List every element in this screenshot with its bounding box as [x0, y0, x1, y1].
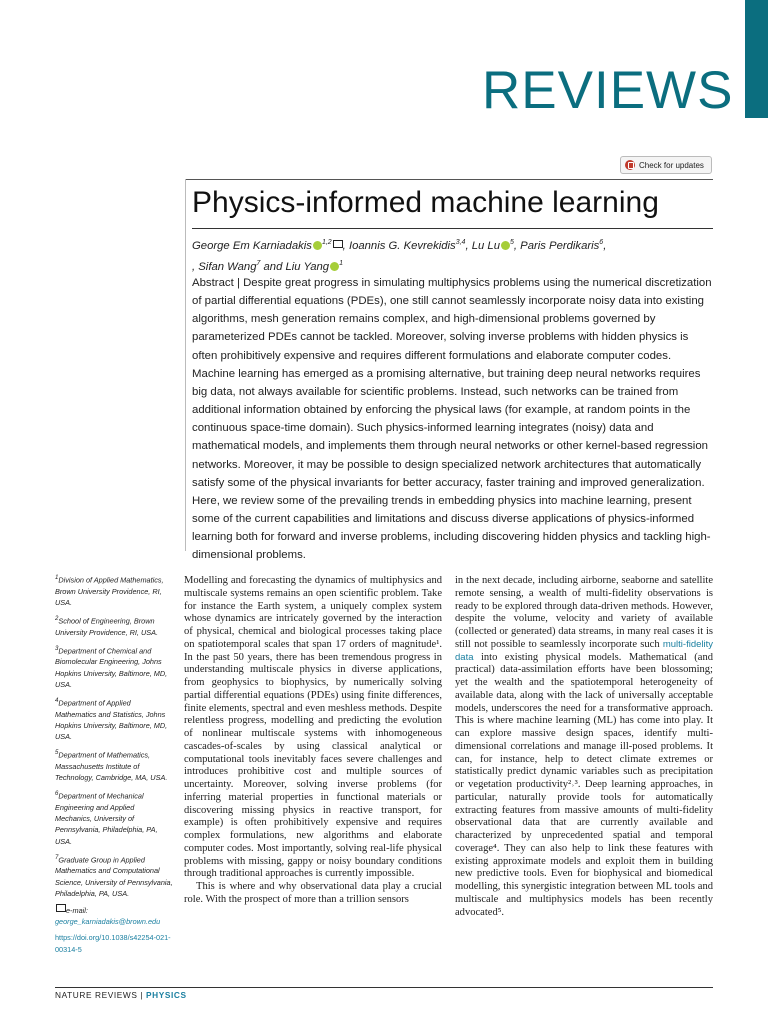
affiliation: $^4$Department of Applied Mathematics and Statistics, Johns Hopkins University, Baltimore, MD, USA. [55, 697, 168, 742]
section-color-bar [745, 0, 768, 118]
abstract: Abstract | Despite great progress in simulating multiphysics problems using the numerical discretization of partial differential equations (PDEs), one still cannot seamlessly incorporate noisy data into existing algorithms, mesh generation remains complex, and high-dimensional problems governed by parameterized PDEs cannot be tackled. Moreover, solving inverse problems with hidden physics is often prohibitively expensive and requires different formulations and elaborate computer codes. Machine learning has emerged as a promising alternative, but training deep neural networks requires big data, not always available for scientific problems. Instead, such networks can be trained from additional information obtained by enforcing the physical laws (for example, at random points in the continuous space-time domain). Such physics-informed learning integrates (noisy) data and mathematical models, and implements them through neural networks or other kernel-based regression networks. Moreover, it may be possible to design specialized network architectures that automatically satisfy some of the physical invariants for better accuracy, faster training and improved generalization. Here, we review some of the prevailing trends in embedding physics into machine learning, present some of the current capabilities and limitations and discuss diverse applications of physics-informed learning both for forward and inverse problems, including discovering hidden physics and tackling high-dimensional problems. [192, 277, 712, 562]
title-rule [192, 228, 713, 229]
body-paragraph: Modelling and forecasting the dynamics of multiphysics and multiscale systems remains an open scientific problem. Take for instance the Earth system, a uniquely complex system whose dynamics are intricately governed by the interaction of physical, chemical and biological processes taking place on spatiotemporal scales that span 17 orders of magnitude¹. In the past 50 years, there has been tremendous progress in understanding multiscale physics in diverse applications, from geophysics to biophysics, by numerically solving partial differential equations (PDEs) using finite differences, finite elements, spectral and even meshless methods. Despite relentless progress, modelling and predicting the evolution of nonlinear multiscale systems with inhomogeneous cascades-of-scales by using classical analytical or computational tools inevitably faces severe challenges and introduces prohibitive cost and multiple sources of uncertainty. Moreover, solving inverse problems (for inferring material properties in functional materials or discovering missing physics in reactive transport, for example) is often prohibitively expensive and requires complex formulations, new algorithms and elaborate computer codes. Most importantly, solving real-life physical problems with missing, gappy or noisy boundary conditions through traditional approaches is currently impossible. [184, 575, 442, 880]
footer-rule [55, 987, 713, 988]
author-affil: 1 [339, 259, 343, 267]
crossmark-icon [625, 160, 635, 170]
email-label: e-mail: [66, 906, 88, 916]
author-name[interactable]: George Em Karniadakis [192, 239, 312, 252]
author-affil: 3,4 [455, 239, 466, 246]
author-affil: 6 [599, 239, 604, 246]
affiliation: $^2$School of Engineering, Brown University Providence, RI, USA. [55, 615, 159, 637]
orcid-icon[interactable] [313, 241, 322, 250]
journal-name: NATURE REVIEWS | [55, 990, 147, 1000]
affiliation: $^3$Department of Chemical and Biomolecular Engineering, Johns Hopkins University, Baltimore, MD, USA. [55, 644, 168, 689]
author-affil: 7 [256, 259, 261, 267]
journal-section: PHYSICS [146, 990, 187, 1000]
affiliations [55, 572, 173, 960]
email-icon [56, 904, 66, 912]
orcid-icon[interactable] [501, 241, 510, 250]
author-name[interactable]: , Ioannis G. Kevrekidis [342, 239, 456, 252]
author-name[interactable]: and Liu Yang [260, 260, 330, 273]
email-link[interactable]: george_karniadakis@brown.edu [55, 917, 161, 927]
orcid-icon[interactable] [330, 262, 339, 271]
correspondence-email [55, 904, 173, 927]
body-column-2 [455, 575, 713, 919]
body-paragraph: This is where and why observational data play a crucial role. With the prospect of more than a trillion sensors [184, 881, 442, 905]
author-name[interactable]: , Paris Perdikaris [513, 239, 600, 252]
glossary-term-link[interactable]: multi-fidelity data [455, 638, 713, 663]
abstract-side-rule [185, 179, 186, 551]
author-affil: 5 [510, 239, 514, 246]
author-affil: 1,2 [321, 239, 332, 246]
author-name[interactable]: , Lu Lu [465, 239, 500, 252]
footer [55, 990, 187, 1000]
affiliation: $^7$Graduate Group in Applied Mathematics and Computational Science, University of Pennsylvania, Philadelphia, PA, USA. [55, 853, 173, 898]
author-name[interactable]: , Sifan Wang [192, 260, 257, 273]
check-for-updates-button[interactable] [620, 156, 712, 174]
email-icon[interactable] [333, 240, 343, 248]
doi-link[interactable]: https://doi.org/10.1038/s42254-021-00314-5 [55, 933, 171, 954]
check-for-updates-label: Check for updates [639, 160, 704, 170]
body-paragraph: in the next decade, including airborne, seaborne and satellite remote sensing, a wealth of multi-fidelity observations is ready to be explored through data-driven methods. However, despite the volume, velocity and variety of available (collected or generated) data streams, in many real cases it is still not possible to seamlessly incorporate such multi-fidelity data into existing physical models. Mathematical (and practical) data-assimilation efforts have been blossoming; yet the wealth and the spatiotemporal heterogeneity of available data, along with the lack of universally acceptable models, underscores the need for a transformative approach. This is where machine learning (ML) has come into play. It can explore massive design spaces, identify multi-dimensional correlations and manage ill-posed problems. It can, for instance, help to detect climate extremes or statistically predict dynamic variables such as precipitation or vegetation productivity²˒³. Deep learning approaches, in particular, naturally provide tools for automatically extracting features from massive amounts of multi-fidelity observational data that are currently available and characterized by unprecedented spatial and temporal coverage⁴. They can also help to link these features with existing approximate models and exploit them in building new predictive tools. Even for biophysical and biomedical modelling, this synergistic integration between ML tools and multiscale and multiphysics models has been recently advocated⁵. [455, 575, 713, 918]
affiliation: $^6$Department of Mechanical Engineering and Applied Mechanics, University of Pennsylvania, Philadelphia, PA, USA. [55, 790, 158, 846]
header-rule [185, 179, 713, 180]
section-label: REVIEWS [482, 61, 734, 120]
article-title: Physics-informed machine learning [192, 186, 659, 219]
affiliation: $^1$Division of Applied Mathematics, Brown University Providence, RI, USA. [55, 574, 164, 607]
author-list: George Em Karniadakis $^{1,2}$ , Ioannis G. Kevrekidis$^{3,4}$, Lu Lu $^5$, Paris Perdikaris$^6$, , Sifan Wang$^7$ and Liu Yang $^1$ [192, 239, 607, 273]
affiliation: $^5$Department of Mathematics, Massachusetts Institute of Technology, Cambridge, MA, USA. [55, 749, 168, 783]
body-column-1 [184, 575, 442, 907]
